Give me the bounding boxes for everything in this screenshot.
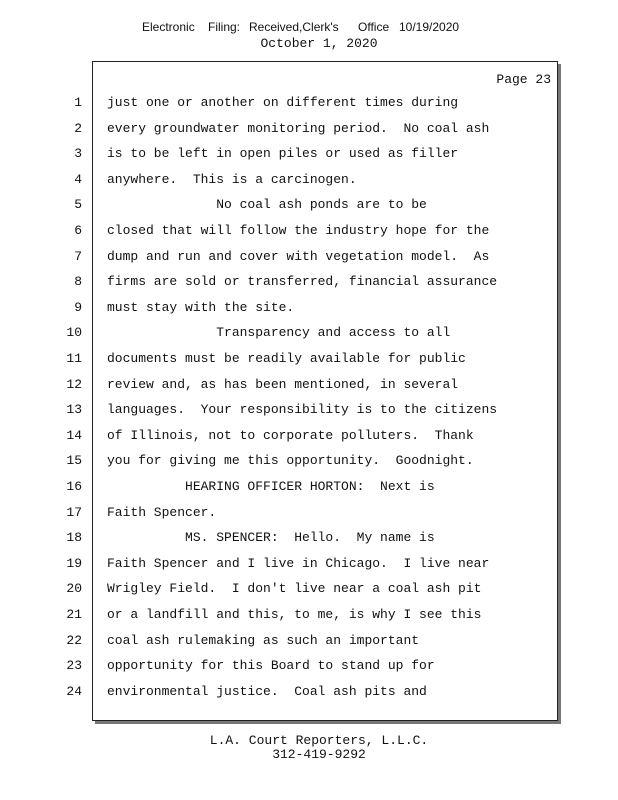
transcript-line bbox=[0, 607, 618, 625]
line-number: 8 bbox=[74, 274, 82, 290]
line-number: 17 bbox=[66, 504, 82, 520]
transcript-line bbox=[0, 172, 618, 190]
transcript-line bbox=[0, 479, 618, 497]
line-text: No coal ash ponds are to be bbox=[107, 197, 427, 213]
transcript-line bbox=[0, 325, 618, 343]
line-number: 2 bbox=[74, 120, 82, 136]
line-text: closed that will follow the industry hope for the bbox=[107, 223, 490, 238]
transcript-line bbox=[0, 249, 618, 267]
transcript-line bbox=[0, 223, 618, 241]
line-number: 16 bbox=[66, 479, 82, 494]
stamp-date: 10/19/2020 bbox=[399, 20, 460, 34]
transcript-line bbox=[0, 274, 618, 292]
stamp-office: Office bbox=[358, 20, 390, 34]
transcript-line bbox=[0, 684, 618, 702]
line-number: 4 bbox=[74, 171, 82, 187]
line-number: 10 bbox=[66, 325, 82, 341]
line-number: 9 bbox=[74, 299, 82, 315]
line-text: must stay with the site. bbox=[107, 299, 295, 315]
line-number: 18 bbox=[66, 530, 82, 546]
line-text: anywhere. This is a carcinogen. bbox=[107, 171, 357, 187]
line-number: 7 bbox=[74, 248, 82, 264]
line-text: documents must be readily available for public bbox=[107, 351, 466, 366]
line-text: Transparency and access to all bbox=[107, 325, 451, 341]
line-text: is to be left in open piles or used as filler bbox=[107, 146, 459, 162]
line-text: opportunity for this Board to stand up for bbox=[107, 658, 435, 674]
transcript-line bbox=[0, 556, 618, 574]
line-text: environmental justice. Coal ash pits and bbox=[107, 683, 427, 699]
line-text: dump and run and cover with vegetation model. As bbox=[107, 248, 490, 264]
line-text: languages. Your responsibility is to the citizens bbox=[107, 402, 498, 418]
line-number: 23 bbox=[66, 658, 82, 674]
line-number: 20 bbox=[66, 581, 82, 597]
stamp-filing: Filing: bbox=[208, 20, 241, 34]
transcript-line bbox=[0, 351, 618, 369]
line-text: HEARING OFFICER HORTON: Next is bbox=[107, 479, 435, 494]
line-number: 12 bbox=[66, 376, 82, 392]
transcript-line bbox=[0, 377, 618, 395]
line-text: coal ash rulemaking as such an important bbox=[107, 632, 420, 648]
transcript-line bbox=[0, 633, 618, 651]
line-text: Faith Spencer. bbox=[107, 504, 217, 520]
line-number: 19 bbox=[66, 555, 82, 571]
line-text: review and, as has been mentioned, in several bbox=[107, 376, 459, 392]
transcript-line bbox=[0, 505, 618, 523]
line-number: 13 bbox=[66, 402, 82, 418]
stamp-received: Received,Clerk's bbox=[249, 20, 339, 34]
line-number: 15 bbox=[66, 453, 82, 469]
page-number: Page 23 bbox=[496, 72, 551, 87]
stamp-electronic: Electronic bbox=[142, 20, 195, 34]
transcript-line bbox=[0, 530, 618, 548]
line-number: 11 bbox=[66, 351, 82, 366]
line-text: firms are sold or transferred, financial assurance bbox=[107, 274, 498, 290]
line-number: 21 bbox=[66, 607, 82, 622]
line-text: MS. SPENCER: Hello. My name is bbox=[107, 530, 435, 546]
transcript-line bbox=[0, 581, 618, 599]
line-text: Faith Spencer and I live in Chicago. I live near bbox=[107, 555, 490, 571]
line-number: 14 bbox=[66, 427, 82, 443]
line-text: Wrigley Field. I don't live near a coal ash pit bbox=[107, 581, 482, 597]
line-text: just one or another on different times during bbox=[107, 95, 459, 110]
line-number: 6 bbox=[74, 223, 82, 238]
transcript-line bbox=[0, 121, 618, 139]
line-text: or a landfill and this, to me, is why I see this bbox=[107, 607, 482, 622]
hearing-date: October 1, 2020 bbox=[260, 36, 378, 51]
line-text: every groundwater monitoring period. No coal ash bbox=[107, 120, 490, 136]
line-number: 1 bbox=[74, 95, 82, 110]
transcript-line bbox=[0, 95, 618, 113]
transcript-line bbox=[0, 658, 618, 676]
line-number: 24 bbox=[66, 683, 82, 699]
footer-company: L.A. Court Reporters, L.L.C. bbox=[209, 733, 429, 748]
transcript-line bbox=[0, 402, 618, 420]
line-number: 5 bbox=[74, 197, 82, 213]
transcript-line bbox=[0, 146, 618, 164]
transcript-line bbox=[0, 453, 618, 471]
line-number: 22 bbox=[66, 632, 82, 648]
line-text: you for giving me this opportunity. Goodnight. bbox=[107, 453, 474, 469]
transcript-line bbox=[0, 197, 618, 215]
transcript-line bbox=[0, 428, 618, 446]
footer-phone: 312-419-9292 bbox=[272, 747, 366, 762]
line-text: of Illinois, not to corporate polluters. Thank bbox=[107, 427, 474, 443]
transcript-line bbox=[0, 300, 618, 318]
line-number: 3 bbox=[74, 146, 82, 162]
